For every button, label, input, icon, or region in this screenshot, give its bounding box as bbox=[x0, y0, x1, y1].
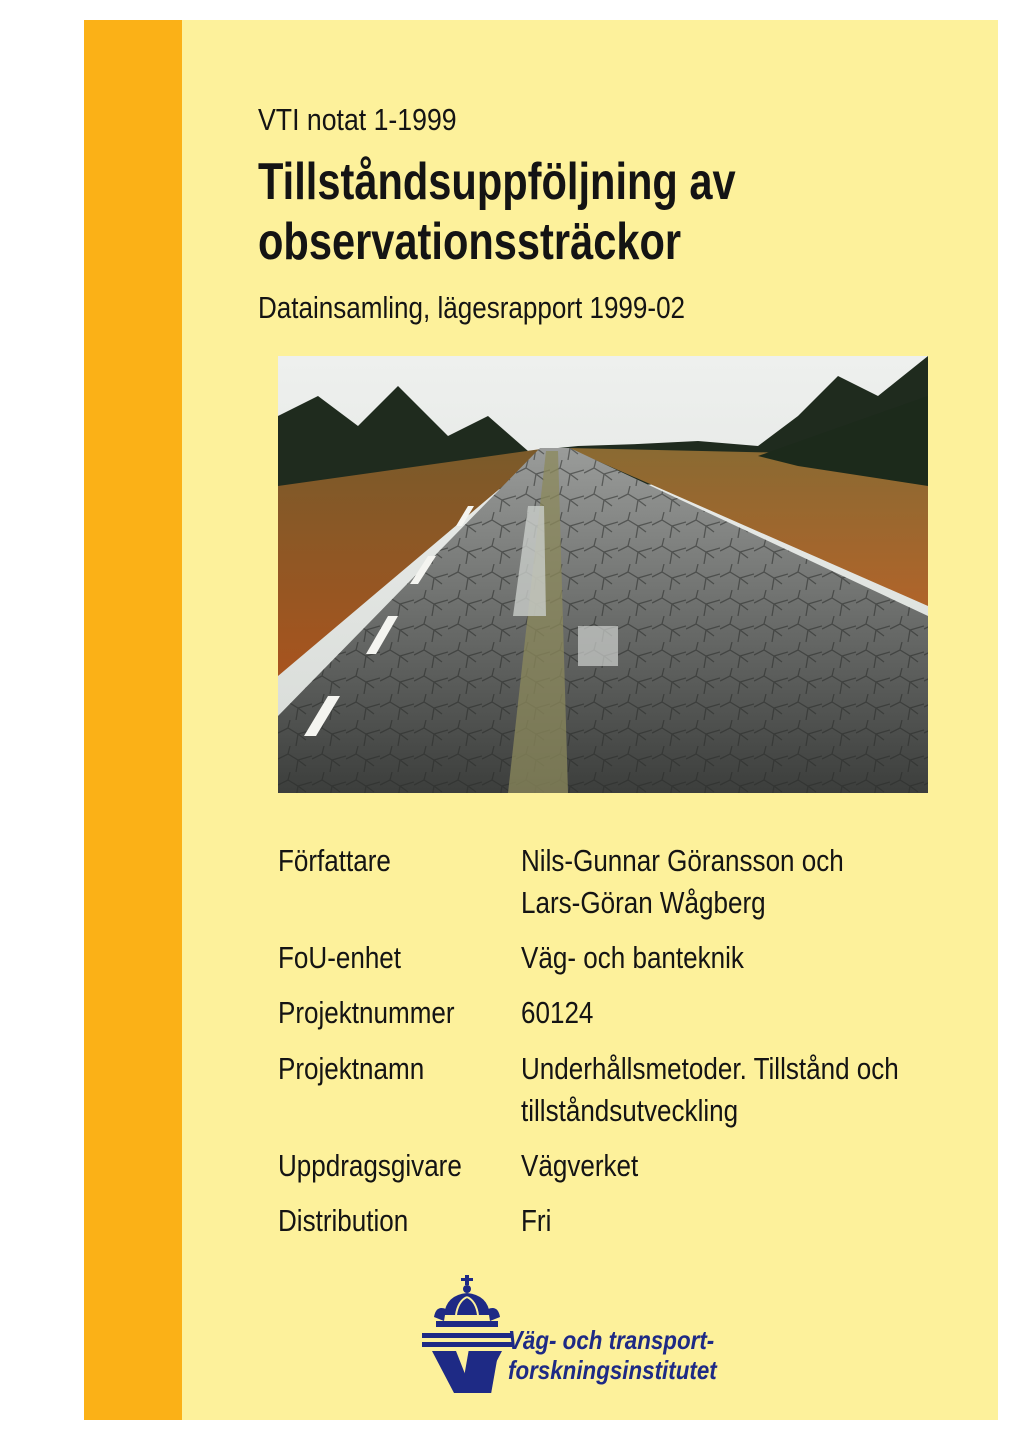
report-title-line1: Tillståndsuppföljning av bbox=[258, 153, 736, 211]
report-series: VTI notat 1-1999 bbox=[258, 102, 457, 137]
report-title bbox=[258, 152, 736, 272]
project-number-label: Projektnummer bbox=[278, 995, 455, 1030]
institute-name bbox=[508, 1325, 717, 1385]
project-name-line2: tillståndsutveckling bbox=[521, 1093, 739, 1128]
institute-name-line2: forskningsinstitutet bbox=[508, 1355, 717, 1385]
unit-label: FoU-enhet bbox=[278, 940, 402, 975]
client-label: Uppdragsgivare bbox=[278, 1148, 462, 1183]
project-name-label: Projektnamn bbox=[278, 1051, 425, 1086]
cover-photo bbox=[278, 356, 928, 793]
project-number-value: 60124 bbox=[521, 995, 594, 1030]
report-subtitle: Datainsamling, lägesrapport 1999-02 bbox=[258, 290, 686, 325]
distribution-value: Fri bbox=[521, 1203, 552, 1238]
author-label: Författare bbox=[278, 843, 391, 878]
distribution-label: Distribution bbox=[278, 1203, 409, 1238]
report-title-line2: observationssträckor bbox=[258, 213, 682, 271]
author-line1: Nils-Gunnar Göransson och bbox=[521, 843, 844, 878]
client-value: Vägverket bbox=[521, 1148, 639, 1183]
author-line2: Lars-Göran Wågberg bbox=[521, 885, 766, 920]
institute-name-line1: Väg- och transport- bbox=[508, 1325, 715, 1355]
project-name-line1: Underhållsmetoder. Tillstånd och bbox=[521, 1051, 899, 1086]
cover-spine-stripe bbox=[84, 20, 182, 1420]
unit-value: Väg- och banteknik bbox=[521, 940, 744, 975]
road-photo-icon bbox=[278, 356, 928, 793]
